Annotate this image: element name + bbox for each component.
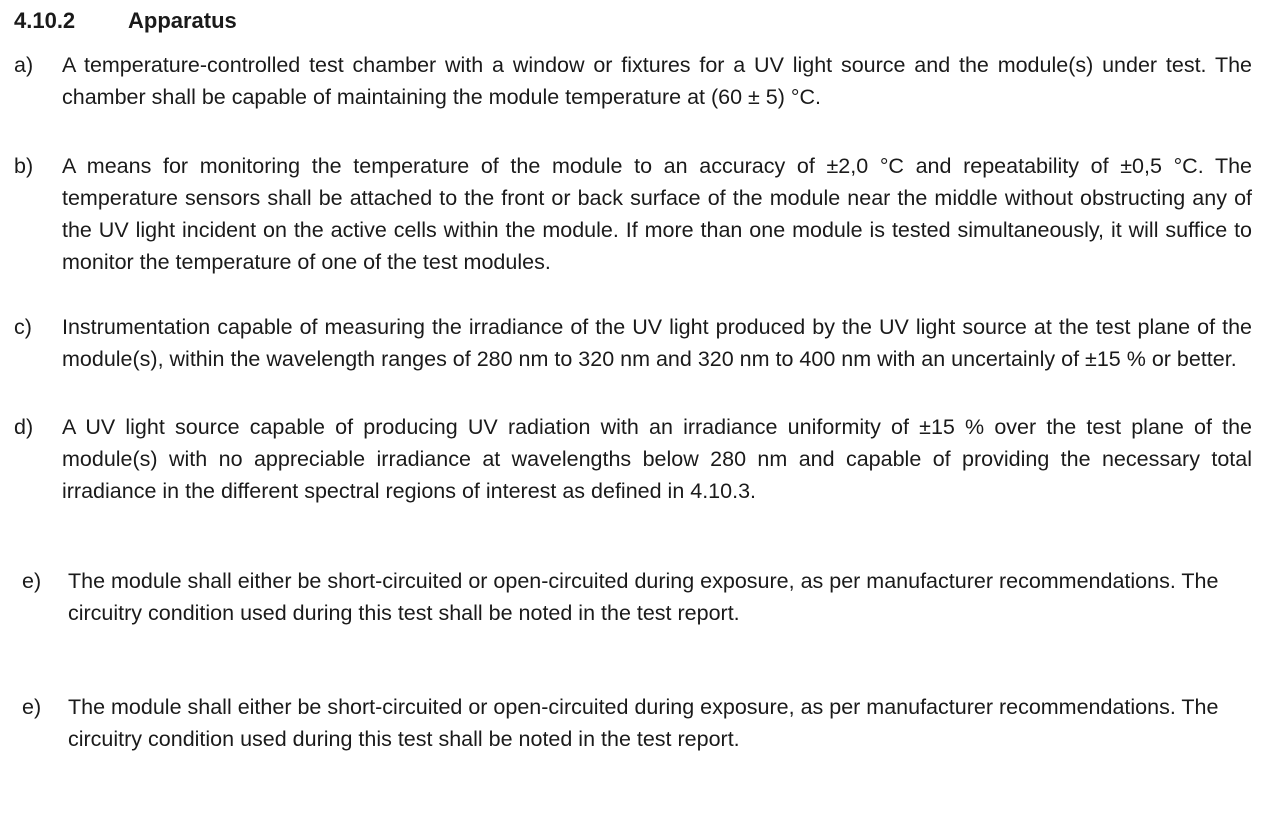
list-item-label: e) [22, 569, 42, 593]
section-heading [14, 6, 237, 36]
list-item-text: The module shall either be short-circuited or open-circuited during exposure, as per manufacturer recommendations. The circuitry condition used during this test shall be noted in the test report. [68, 569, 1219, 625]
list-item-text: A temperature-controlled test chamber with a window or fixtures for a UV light source and the module(s) under test. The chamber shall be capable of maintaining the module temperature at (60 ± 5) °C. [62, 53, 1252, 109]
list-item-text: A UV light source capable of producing UV radiation with an irradiance uniformity of ±15 % over the test plane of the module(s) with no appreciable irradiance at wavelengths below 280 nm and capable of providing the necessary total irradiance in the different spectral regions of interest as defined in 4.10.3. [62, 415, 1252, 503]
list-item-text: The module shall either be short-circuited or open-circuited during exposure, as per manufacturer recommendations. The circuitry condition used during this test shall be noted in the test report. [68, 695, 1219, 751]
list-item-label: d) [14, 415, 34, 439]
list-item-label: c) [14, 315, 32, 339]
list-item-label: a) [14, 53, 34, 77]
list-item [14, 150, 1252, 278]
list-item [22, 691, 1262, 755]
list-item-text: A means for monitoring the temperature of the module to an accuracy of ±2,0 °C and repeatability of ±0,5 °C. The temperature sensors shall be attached to the front or back surface of the module near the middle without obstructing any of the UV light incident on the active cells within the module. If more than one module is tested simultaneously, it will suffice to monitor the temperature of one of the test modules. [62, 154, 1252, 274]
section-title: Apparatus [128, 8, 237, 33]
list-item [22, 565, 1262, 629]
list-item-label: e) [22, 695, 42, 719]
list-item [14, 311, 1252, 375]
section-number: 4.10.2 [14, 8, 76, 33]
list-item [14, 49, 1252, 113]
list-item-label: b) [14, 154, 34, 178]
list-item-text: Instrumentation capable of measuring the irradiance of the UV light produced by the UV light source at the test plane of the module(s), within the wavelength ranges of 280 nm to 320 nm and 320 nm to 400 nm with an uncertainly of ±15 % or better. [62, 315, 1252, 371]
list-item [14, 411, 1252, 507]
